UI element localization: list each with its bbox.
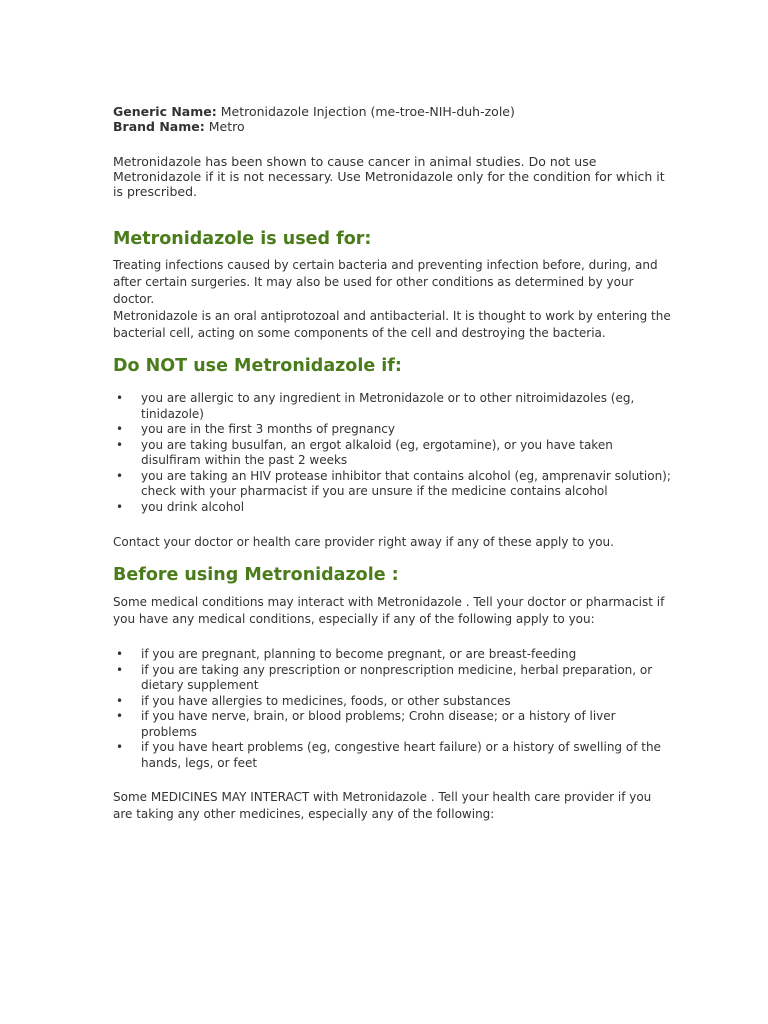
- used-for-paragraph-1: Treating infections caused by certain bacteria and preventing infection before, during, and after certain surgeries. It may also be used for other conditions as determined by your doctor.: [113, 258, 658, 306]
- bullet-marker: •: [116, 647, 124, 661]
- bullet-marker: •: [116, 391, 124, 405]
- used-for-paragraph-2: Metronidazole is an oral antiprotozoal and antibacterial. It is thought to work by entering the bacterial cell, acting on some components of the cell and destroying the bacteria.: [113, 309, 671, 340]
- list-item: • if you are taking any prescription or nonprescription medicine, herbal preparation, or dietary supplement: [116, 662, 653, 692]
- list-item: • if you have heart problems (eg, congestive heart failure) or a history of swelling of the hands, legs, or feet: [116, 740, 661, 770]
- brand-name-value: Metro: [208, 119, 245, 134]
- bullet-marker: •: [116, 740, 124, 754]
- do-not-use-footer: Contact your doctor or health care provider right away if any of these apply to you.: [113, 535, 614, 549]
- list-item: • you drink alcohol: [116, 499, 245, 514]
- list-item: • you are taking an HIV protease inhibitor that contains alcohol (eg, amprenavir solution); check with your pharmacist if you are unsure if the medicine contains alcohol: [116, 468, 671, 498]
- used-for-heading: Metronidazole is used for:: [113, 229, 372, 249]
- document-page: [113, 104, 673, 823]
- bullet-marker: •: [116, 693, 124, 708]
- list-item: • you are in the first 3 months of pregnancy: [116, 422, 396, 436]
- bullet-marker: •: [116, 662, 124, 677]
- generic-name-line: [113, 104, 673, 119]
- bullet-marker: •: [116, 468, 124, 483]
- list-item: • if you are pregnant, planning to become pregnant, or are breast-feeding: [116, 647, 577, 661]
- before-using-heading: Before using Metronidazole :: [113, 565, 399, 585]
- generic-name-label: Generic Name:: [113, 104, 217, 119]
- do-not-use-list: [113, 391, 673, 515]
- cancer-warning: Metronidazole has been shown to cause cancer in animal studies. Do not use Metronidazole if it is not necessary. Use Metronidazole only for the condition for which it is prescribed.: [113, 154, 665, 199]
- bullet-marker: •: [116, 437, 124, 452]
- list-item: • you are taking busulfan, an ergot alkaloid (eg, ergotamine), or you have taken disulfiram within the past 2 weeks: [116, 437, 613, 467]
- list-item: • you are allergic to any ingredient in Metronidazole or to other nitroimidazoles (eg, tinidazole): [116, 391, 635, 421]
- generic-name-value: Metronidazole Injection (me-troe-NIH-duh-zole): [220, 104, 515, 119]
- do-not-use-heading: Do NOT use Metronidazole if:: [113, 356, 402, 376]
- list-item: • if you have nerve, brain, or blood problems; Crohn disease; or a history of liver problems: [116, 709, 616, 739]
- before-using-list: [113, 647, 673, 771]
- bullet-marker: •: [116, 422, 124, 436]
- list-item: • if you have allergies to medicines, foods, or other substances: [116, 693, 511, 708]
- bullet-marker: •: [116, 499, 124, 514]
- brand-name-line: [113, 119, 673, 134]
- brand-name-label: Brand Name:: [113, 119, 205, 134]
- before-using-intro: Some medical conditions may interact with Metronidazole . Tell your doctor or pharmacist if you have any medical conditions, especially if any of the following apply to you:: [113, 595, 665, 626]
- bullet-marker: •: [116, 709, 124, 723]
- medicines-interact-note: Some MEDICINES MAY INTERACT with Metronidazole . Tell your health care provider if you are taking any other medicines, especially any of the following:: [113, 790, 652, 821]
